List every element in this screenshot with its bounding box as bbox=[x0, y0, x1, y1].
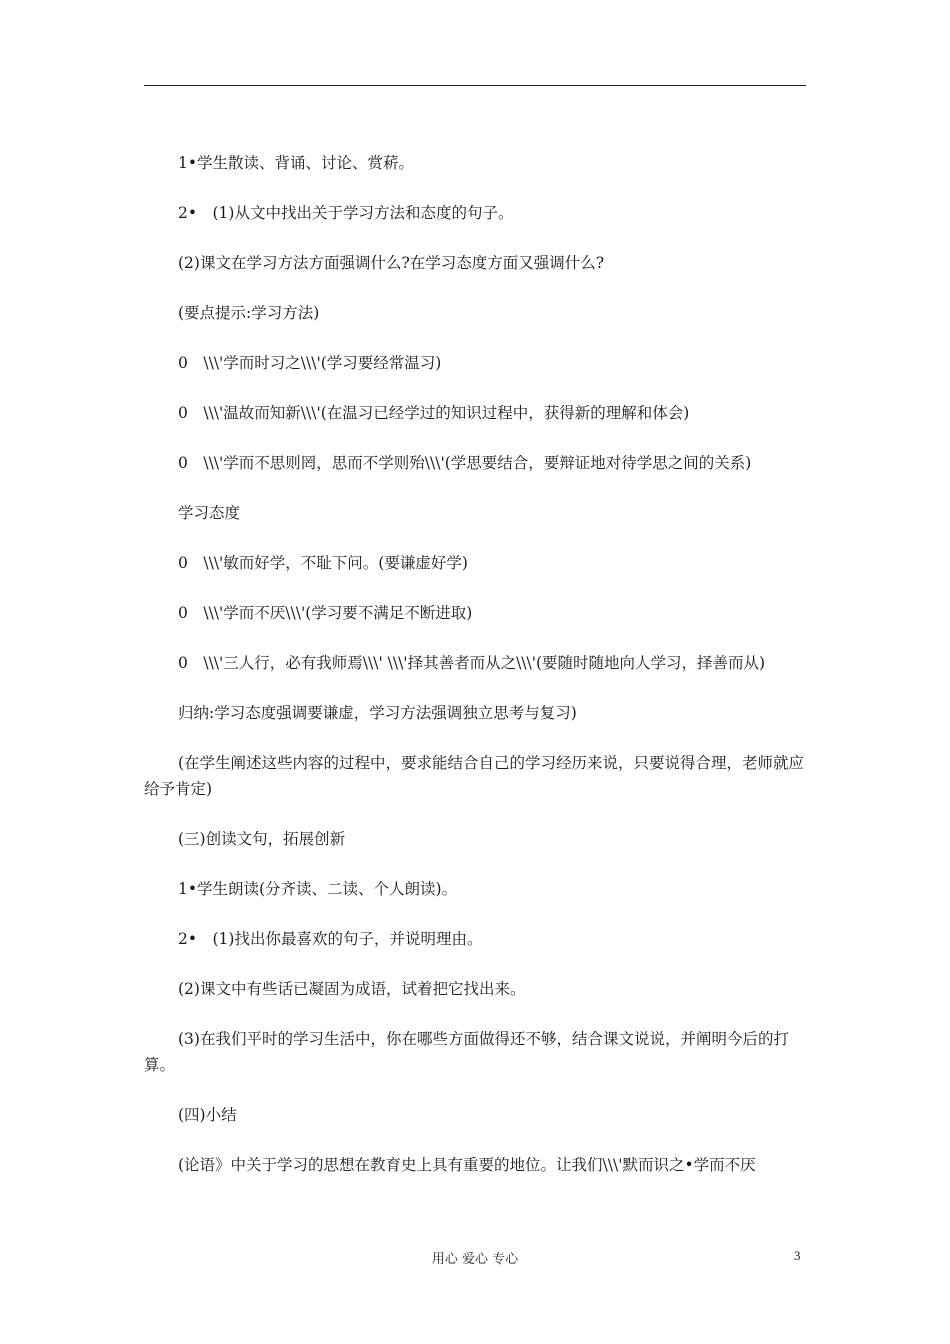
paragraph-16: 2• (1)找出你最喜欢的句子，并说明理由。 bbox=[178, 930, 483, 948]
paragraph-20: (论语》中关于学习的思想在教育史上具有重要的地位。让我们\\\'默而识之•学而不厌 bbox=[178, 1156, 756, 1174]
paragraph-12: 归纳:学习态度强调要谦虚，学习方法强调独立思考与复习) bbox=[178, 704, 577, 722]
paragraph-10: 0 \\\'学而不厌\\\'(学习要不满足不断进取) bbox=[178, 604, 473, 622]
paragraph-5: 0 \\\'学而时习之\\\'(学习要经常温习) bbox=[178, 354, 442, 372]
paragraph-13: (在学生阐述这些内容的过程中，要求能结合自己的学习经历来说，只要说得合理，老师就应给予肯定) bbox=[144, 754, 805, 798]
paragraph-18: (3)在我们平时的学习生活中，你在哪些方面做得还不够，结合课文说说，并阐明今后的打算。 bbox=[144, 1030, 789, 1074]
paragraph-14: (三)创读文句，拓展创新 bbox=[178, 830, 346, 848]
paragraph-1: 1•学生散读、背诵、讨论、赏菥。 bbox=[178, 154, 415, 172]
paragraph-9: 0 \\\'敏而好学，不耻下问。(要谦虚好学) bbox=[178, 554, 468, 572]
paragraph-7: 0 \\\'学而不思则罔，思而不学则殆\\\'(学思要结合，要辩证地对待学思之间的关系) bbox=[178, 454, 752, 472]
paragraph-11: 0 \\\'三人行，必有我师焉\\\' \\\'择其善者而从之\\\'(要随时随地向人学习，择善而从) bbox=[178, 654, 766, 672]
document-body bbox=[144, 150, 806, 1178]
header-rule bbox=[144, 85, 806, 86]
paragraph-4: (要点提示:学习方法) bbox=[178, 304, 320, 322]
footer-text: 用心 爱心 专心 bbox=[431, 1252, 519, 1267]
page-number: 3 bbox=[794, 1248, 801, 1263]
paragraph-2: 2• (1)从文中找出关于学习方法和态度的句子。 bbox=[178, 204, 514, 222]
paragraph-3: (2)课文在学习方法方面强调什么?在学习态度方面又强调什么? bbox=[178, 254, 605, 272]
paragraph-6: 0 \\\'温故而知新\\\'(在温习已经学过的知识过程中，获得新的理解和体会) bbox=[178, 404, 690, 422]
paragraph-15: 1•学生朗读(分齐读、二读、个人朗读)。 bbox=[178, 880, 458, 898]
paragraph-19: (四)小结 bbox=[178, 1106, 237, 1124]
paragraph-8: 学习态度 bbox=[178, 504, 241, 522]
paragraph-17: (2)课文中有些话已凝固为成语，试着把它找出来。 bbox=[178, 980, 526, 998]
